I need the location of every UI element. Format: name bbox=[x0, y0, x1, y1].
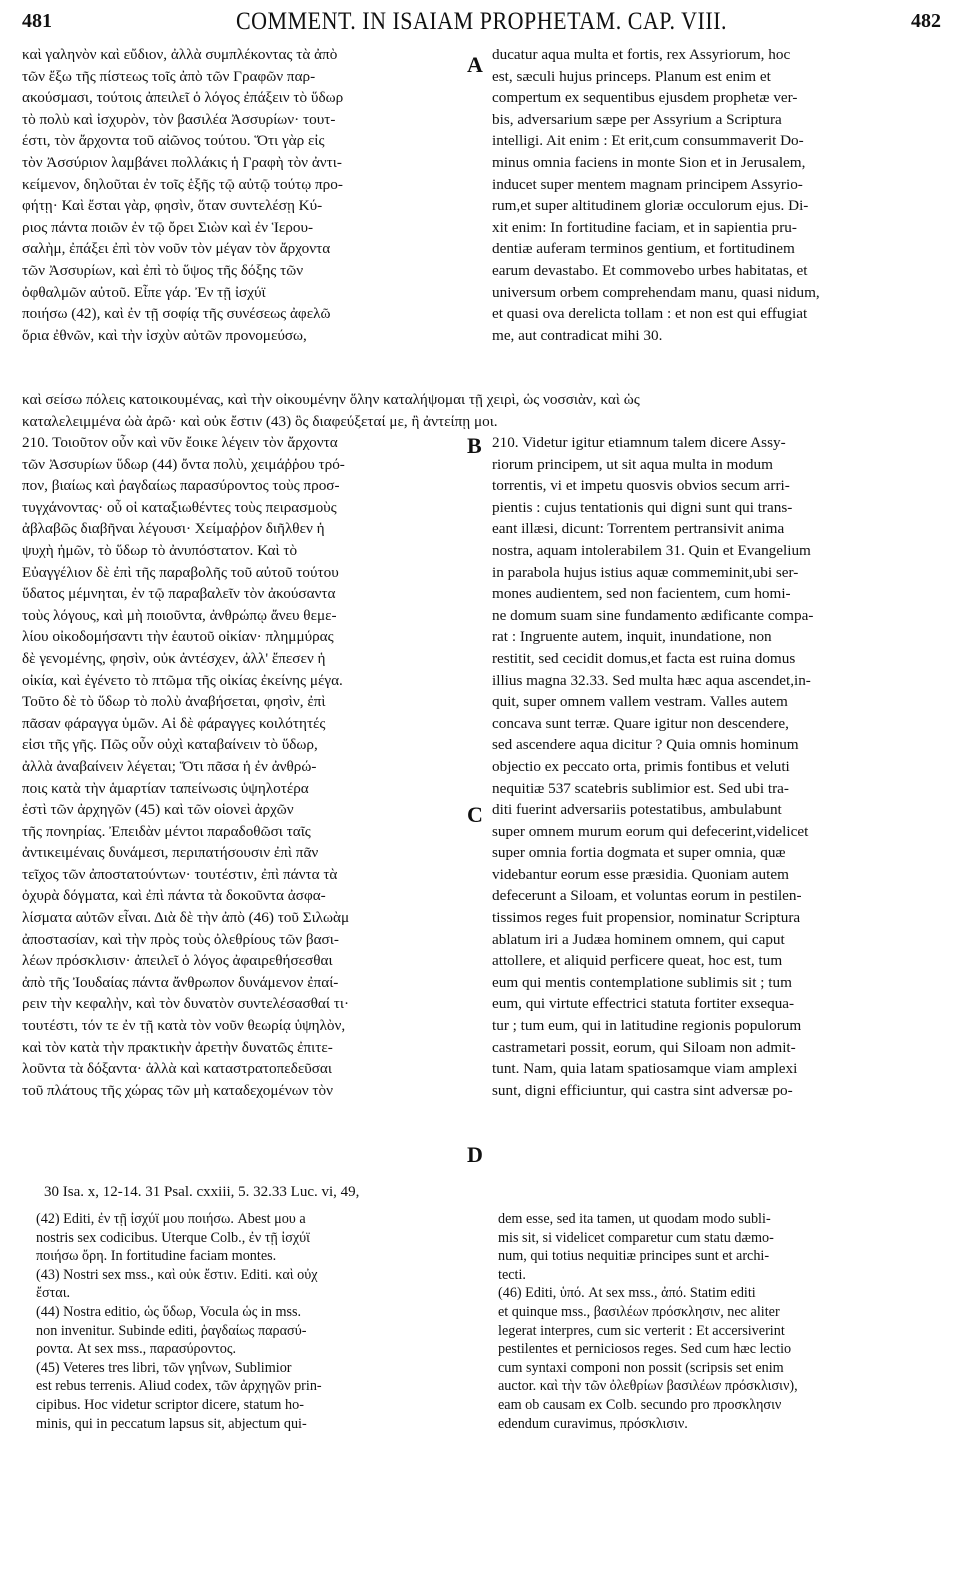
footnotes-left bbox=[36, 1210, 476, 1433]
text-line: Εὐαγγέλιον δὲ ἐπὶ τῆς παραβολῆς τοῦ αὐτοῦ τούτου bbox=[22, 563, 339, 581]
text-line: ὅρια ἐθνῶν, καὶ τὴν ἰσχὺν αὐτῶν προνομεύσω, bbox=[22, 326, 307, 344]
text-line: ὀφθαλμῶν αὐτοῦ. Εἶπε γάρ. Ἐν τῇ ἰσχύϊ bbox=[22, 283, 266, 301]
text-line: ἐστὶ τῶν ἀρχηγῶν (45) καὶ τῶν οἱονεὶ ἀρχῶν bbox=[22, 801, 294, 819]
text-line: rat : Ingruente autem, inquit, inundatione, non bbox=[492, 628, 772, 646]
text-line: τὸ πολὺ καὶ ἰσχυρὸν, τὸν βασιλέα Ἀσσυρίων· τουτ- bbox=[22, 110, 336, 128]
text-line: diti fuerint adversariis potestatibus, ambulabunt bbox=[492, 801, 782, 819]
text-line: tecti. bbox=[498, 1266, 526, 1283]
text-line: πον, βιαίως καὶ ῥαγδαίως παρασύροντος τοὺς προσ- bbox=[22, 477, 340, 495]
text-line: edendum curavimus, πρόσκλισιν. bbox=[498, 1415, 688, 1432]
text-line: 210. Videtur igitur etiamnum talem dicere Assy- bbox=[492, 434, 786, 451]
text-line: καταλελειμμένα ὠὰ ἀρῶ· καὶ οὐκ ἔστιν (43) ὃς διαφεύξεταί με, ἢ ἀντείπῃ μοι. bbox=[22, 412, 498, 430]
text-line: ριος πάντα ποιῶν ἐν τῷ ὄρει Σιὼν καὶ ἐν Ἱερου- bbox=[22, 218, 314, 236]
text-line: est, sæculi hujus princeps. Planum est enim et bbox=[492, 67, 771, 85]
text-line: cipibus. Hoc videtur scriptor dicere, statum ho- bbox=[36, 1396, 304, 1413]
margin-letter-b: B bbox=[467, 433, 482, 458]
text-line: τοῦ πλάτους τῆς χώρας τῶν μὴ καταδεχομένων τὸν bbox=[22, 1081, 333, 1099]
text-line: λίσματα αὐτῶν εἶναι. Διὰ δὲ τὴν ἀπὸ (46) τοῦ Σιλωὰμ bbox=[22, 909, 350, 927]
text-line: nostris sex codicibus. Uterque Colb., ἐν τῇ ἰσχύϊ bbox=[36, 1229, 310, 1246]
text-line: pientis : cujus tentationis qui digni sunt qui trans- bbox=[492, 498, 793, 516]
text-line: ποιήσω (42), καὶ ἐν τῇ σοφίᾳ τῆς συνέσεως ἀφελῶ bbox=[22, 305, 331, 323]
text-line: pestilentes et perniciosos reges. Sed cum hæc lectio bbox=[498, 1341, 792, 1358]
text-line: κείμενον, δηλοῦται ἐν τοῖς ἑξῆς τῷ αὐτῷ τούτῳ προ- bbox=[22, 175, 343, 193]
text-line: eum, qui virtute effectrici statuta fortiter exsequa- bbox=[492, 995, 795, 1013]
text-line: xit enim: In fortitudine faciam, et in sapientia pru- bbox=[492, 218, 797, 236]
text-line: tunt. Nam, quia latam spatiosamque viam amplexi bbox=[492, 1060, 798, 1078]
text-line: sunt, digni efficiuntur, qui castra sint adversæ po- bbox=[492, 1081, 793, 1099]
scripture-references: 30 Isa. x, 12-14. 31 Psal. cxxiii, 5. 32.33 Luc. vi, 49, bbox=[44, 1184, 360, 1200]
text-line: auctor. καὶ τὴν τῶν ὀλεθρίων βασιλέων πρόσκλισιν), bbox=[498, 1378, 798, 1395]
text-line: τοὺς λόγους, καὶ μὴ ποιοῦντα, ἀνθρώπῳ ἄνευ θεμε- bbox=[22, 606, 337, 624]
text-line: (43) Nostri sex mss., καὶ οὐκ ἔστιν. Editi. καὶ οὐχ bbox=[36, 1266, 318, 1283]
text-line: compertum ex sequentibus ejusdem prophetæ ver- bbox=[492, 89, 798, 107]
text-line: minus omnia faciens in monte Sion et in Jerusalem, bbox=[492, 153, 806, 171]
latin-column-upper bbox=[492, 44, 942, 346]
text-line: eant illæsi, dicunt: Torrentem pertransivit anima bbox=[492, 520, 785, 538]
text-line: οἰκία, καὶ ἐγένετο τὸ πτῶμα τῆς οἰκίας ἐκείνης μέγα. bbox=[22, 671, 343, 689]
text-line: ακούσμασι, τούτοις ἀπειλεῖ ὁ λόγος ἐπάξειν τὸ ὕδωρ bbox=[22, 89, 344, 107]
text-line: videbantur eorum esse præsidia. Quoniam autem bbox=[492, 865, 789, 883]
text-line: τῆς πονηρίας. Ἐπειδὰν μέντοι παραδοθῶσι ταῖς bbox=[22, 822, 311, 840]
text-line: super omnem murum eorum qui defecerint,videlicet bbox=[492, 822, 809, 840]
text-line: (42) Editi, ἐν τῇ ἰσχύϊ μου ποιήσω. Abest μου a bbox=[36, 1211, 306, 1227]
greek-column-lower bbox=[22, 432, 470, 1101]
text-line: ψυχὴ ἡμῶν, τὸ ὕδωρ τὸ ἀνυπόστατον. Καὶ τὸ bbox=[22, 541, 298, 559]
text-line: super omnia fortia dogmata et super omnia, quæ bbox=[492, 844, 786, 862]
text-line: Τοῦτο δὲ τὸ ὕδωρ τὸ πολὺ ἀναβήσεται, φησὶν, ἐπὶ bbox=[22, 693, 326, 711]
footnotes-right bbox=[498, 1210, 942, 1433]
text-line: φήτῃ· Καὶ ἔσται γὰρ, φησὶν, ὅταν συντελέσῃ Κύ- bbox=[22, 197, 323, 215]
text-line: ducatur aqua multa et fortis, rex Assyriorum, hoc bbox=[492, 46, 791, 63]
text-line: castrametari possit, eorum, qui Siloam non admit- bbox=[492, 1038, 796, 1056]
text-line: earum devastabo. Et commovebo urbes habitatas, et bbox=[492, 261, 808, 279]
text-line: quit, super omnem vallem vestram. Valles autem bbox=[492, 693, 788, 711]
page-number-right: 482 bbox=[911, 10, 941, 32]
text-line: illius magna 32.33. Sed multa hæc aqua ascendet,in- bbox=[492, 671, 811, 689]
text-line: ἀλλὰ ἀναβαίνειν λέγεται; Ὅτι πᾶσα ἡ ἐν ἀνθρώ- bbox=[22, 757, 317, 775]
text-line: mones audientem, sed non facientem, cum homi- bbox=[492, 585, 791, 603]
running-header bbox=[22, 6, 941, 38]
greek-column-upper bbox=[22, 44, 470, 346]
text-line: ἀπὸ τῆς Ἰουδαίας πάντα ἄνθρωπον δυνάμενον ἐπαί- bbox=[22, 973, 339, 991]
text-line: universum orbem comprehendam manu, quasi nidum, bbox=[492, 283, 820, 301]
text-line: έστι, τὸν ἄρχοντα τοῦ αἰῶνος τούτου. Ὅτι γὰρ εἰς bbox=[22, 132, 325, 150]
text-line: minis, qui in peccatum lapsus sit, abjectum qui- bbox=[36, 1415, 307, 1432]
text-line: ποις κατὰ τὴν ἁμαρτίαν ταπείνωσις ὑψηλοτέρα bbox=[22, 779, 309, 797]
text-line: τυγχάνοντας· οὗ οἱ καταξιωθέντες τοὺς πειρασμοὺς bbox=[22, 498, 337, 516]
text-line: καὶ τὸν κατὰ τὴν πρακτικὴν ἀρετὴν δυνατῶς ἐπιτε- bbox=[22, 1038, 333, 1056]
text-line: τεῖχος τῶν ἀποστατούντων· τουτέστιν, ἐπὶ πάντα τὰ bbox=[22, 865, 338, 883]
text-line: et quinque mss., βασιλέων πρόσκλησιν, nec aliter bbox=[498, 1303, 780, 1320]
text-line: in parabola hujus istius aquæ commeminit,ubi ser- bbox=[492, 563, 799, 581]
text-line: tissimos reges fuit propensior, nominatur Scriptura bbox=[492, 909, 801, 927]
text-line: λέων πρόσκλισιν· ἀπειλεῖ ὁ λόγος ἀφαιρεθήσεσθαι bbox=[22, 952, 333, 970]
text-line: tur ; tum eum, qui in latitudine regionis populorum bbox=[492, 1017, 802, 1035]
text-line: eam ob causam ex Colb. secundo pro προσκλησιν bbox=[498, 1396, 782, 1413]
text-line: non invenitur. Subinde editi, ῥαγδαίως παρασύ- bbox=[36, 1322, 307, 1339]
text-line: concava sunt terræ. Quare igitur non descendere, bbox=[492, 714, 789, 732]
text-line: bis, adversarium sæpe per Assyrium a Scriptura bbox=[492, 110, 782, 128]
text-line: τουτέστι, τόν τε ἐν τῇ κατὰ τὸν νοῦν θεωρίᾳ ὑψηλὸν, bbox=[22, 1017, 346, 1035]
text-line: τῶν Ἀσσυρίων, καὶ ἐπὶ τὸ ὕψος τῆς δόξης τῶν bbox=[22, 261, 304, 279]
text-line: sed ascendere aqua dicitur ? Quia omnis hominum bbox=[492, 736, 799, 754]
text-line: ἀντικειμέναις δυνάμεσι, περιπατήσουσιν ἐπὶ πᾶν bbox=[22, 844, 319, 862]
text-line: me, aut contradicat mihi 30. bbox=[492, 326, 663, 344]
text-line: cum syntaxi componi non possit (scripsis set enim bbox=[498, 1359, 784, 1376]
text-line: num, qui totius nequitiæ principes sunt et archi- bbox=[498, 1248, 770, 1265]
text-line: 210. Τοιοῦτον οὖν καὶ νῦν ἔοικε λέγειν τὸν ἄρχοντα bbox=[22, 434, 338, 451]
text-line: πᾶσαν φάραγγα ὑμῶν. Αἱ δὲ φάραγγες κοιλότητές bbox=[22, 714, 326, 732]
text-line: defecerunt a Siloam, et voluntas eorum in pestilen- bbox=[492, 887, 802, 905]
text-line: ἀποστασίαν, καὶ τὴν πρὸς τοὺς ὀλεθρίους τῶν βασι- bbox=[22, 930, 339, 948]
text-line: legerat interpres, cum sic verterit : Et accersiverint bbox=[498, 1322, 785, 1339]
text-line: σαλὴμ, ἐπάξει ἐπὶ τὸν νοῦν τὸν μέγαν τὸν ἄρχοντα bbox=[22, 240, 331, 258]
text-line: est rebus terrenis. Aliud codex, τῶν ἀρχηγῶν prin- bbox=[36, 1378, 322, 1395]
text-line: ρειν τὴν κεφαλὴν, καὶ τὸν δυνατὸν συντελέσασθαί τι· bbox=[22, 995, 350, 1013]
text-line: τῶν Ἀσσυρίων ὕδωρ (44) ὄντα πολὺ, χειμάῤῥου τρό- bbox=[22, 455, 345, 473]
text-line: ἔσται. bbox=[36, 1285, 71, 1302]
text-line: ablatum iri a Judæa hominem omnem, qui caput bbox=[492, 930, 785, 948]
text-line: dentiæ auferam terminos gentium, et fortitudinem bbox=[492, 240, 795, 258]
text-line: λίου οἰκοδομήσαντι τὴν ἑαυτοῦ οἰκίαν· πλημμύρας bbox=[22, 628, 334, 646]
text-line: καὶ γαληνὸν καὶ εὔδιον, ἀλλὰ συμπλέκοντας τὰ ἀπὸ bbox=[22, 46, 338, 63]
text-line: τῶν ἔξω τῆς πίστεως τοῖς ἀπὸ τῶν Γραφῶν παρ- bbox=[22, 67, 316, 85]
text-line: δὲ γενομένης, φησὶν, οὐκ ἀντέσχεν, ἀλλ' ἔπεσεν ἡ bbox=[22, 649, 326, 667]
text-line: ὕδατος μέμνηται, ἐν τῷ παραβαλεῖν τὸν ἀκούσαντα bbox=[22, 585, 336, 603]
text-line: mis sit, si videlicet comparetur cum statu dæmo- bbox=[498, 1229, 774, 1246]
text-line: objectio ex peccato orta, primis fontibus et veluti bbox=[492, 757, 790, 775]
text-line: (45) Veteres tres libri, τῶν γηΐνων, Sublimior bbox=[36, 1359, 292, 1376]
text-line: dem esse, sed ita tamen, ut quodam modo subli- bbox=[498, 1211, 771, 1227]
text-line: intelligi. Ait enim : Et erit,cum consummaverit Do- bbox=[492, 132, 804, 150]
text-line: ἀβλαβῶς διαβῆναι λέγουσι· Χείμαῤῥον διῆλθεν ἡ bbox=[22, 520, 325, 538]
text-line: attollere, et aliquid perficere queat, hoc est, tum bbox=[492, 952, 783, 970]
running-title: COMMENT. IN ISAIAM PROPHETAM. CAP. VIII. bbox=[235, 6, 728, 35]
text-line: λοῦντα τὰ δόξαντα· ἀλλὰ καὶ καταστρατοπεδεῦσαι bbox=[22, 1060, 332, 1078]
text-line: inducet super mentem magnam principem Assyrio- bbox=[492, 175, 803, 193]
text-line: et quasi ova derelicta tollam : et non est qui effugiat bbox=[492, 305, 808, 323]
margin-letter-a: A bbox=[467, 52, 483, 77]
greek-spanning-lines bbox=[22, 389, 942, 432]
text-line: nequitiæ 537 scatebris sublimior est. Sed ubi tra- bbox=[492, 779, 789, 797]
text-line: ὀχυρὰ δόγματα, καὶ ἐπὶ πάντα τὰ δοκοῦντα ἀσφα- bbox=[22, 887, 326, 905]
margin-letter-d: D bbox=[467, 1142, 483, 1167]
text-line: ροντα. At sex mss., παρασύροντος. bbox=[36, 1341, 237, 1358]
text-line: rum,et super altitudinem gloriæ occulorum ejus. Di- bbox=[492, 197, 809, 215]
text-line: torrentis, vi et impetu quosvis obvios secum arri- bbox=[492, 477, 790, 495]
text-line: riorum principem, ut sit aqua multa in modum bbox=[492, 455, 773, 473]
text-line: ne domum suam sine fundamento ædificante compa- bbox=[492, 606, 814, 624]
text-line: eum qui mentis contemplatione sublimis sit ; tum bbox=[492, 973, 792, 991]
text-line: καὶ σείσω πόλεις κατοικουμένας, καὶ τὴν οἰκουμένην ὅλην καταλήψομαι τῇ χειρὶ, ὡς νοσσιὰν, καὶ ὡς bbox=[22, 391, 640, 408]
text-line: restitit, sed cecidit domus,et facta est ruina domus bbox=[492, 649, 796, 667]
page-number-left: 481 bbox=[22, 10, 52, 32]
text-line: (44) Nostra editio, ὡς ὕδωρ, Vocula ὡς in mss. bbox=[36, 1303, 302, 1320]
text-line: τὸν Ἀσσύριον λαμβάνει πολλάκις ἡ Γραφὴ τὸν ἀντι- bbox=[22, 153, 342, 171]
text-line: (46) Editi, ὑπό. At sex mss., ἀπό. Statim editi bbox=[498, 1285, 756, 1302]
margin-letter-c: C bbox=[467, 802, 483, 827]
text-line: εἰσι τῆς γῆς. Πῶς οὖν οὐχὶ καταβαίνειν τὸ ὕδωρ, bbox=[22, 736, 318, 754]
text-line: nostra, aquam intolerabilem 31. Quin et Evangelium bbox=[492, 541, 811, 559]
text-line: ποιήσω ὄρη. In fortitudine faciam montes. bbox=[36, 1248, 277, 1265]
latin-column-lower bbox=[492, 432, 942, 1101]
